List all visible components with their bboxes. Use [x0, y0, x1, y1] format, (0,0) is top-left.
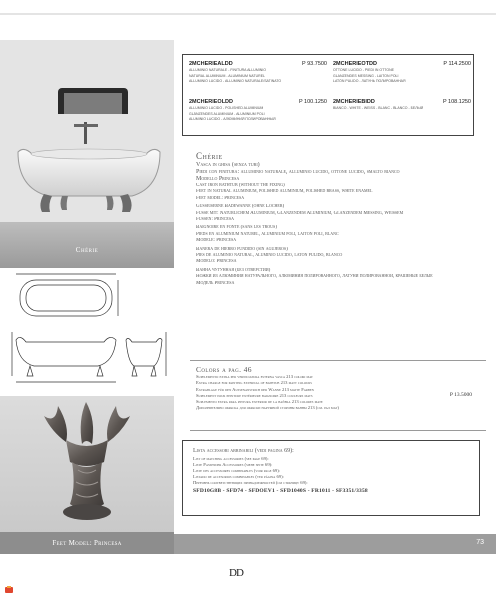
accessories-line: Перечень соответствующих принадлежностей (см страницу 69): — [193, 480, 308, 485]
price-entry — [189, 61, 327, 84]
finish-desc: ALLUMINIO LUCIDO - ALLUMINIO NATURALE/SATINATO — [189, 79, 282, 83]
section-divider — [190, 360, 486, 361]
desc-line: Füssen: Princesa — [196, 217, 234, 223]
accessories-line: List of matching accessories (see page 69): — [193, 456, 269, 461]
foot-detail-photo — [0, 396, 174, 554]
accessories-line: Liste des accessoires combinables (voir page 69): — [193, 468, 281, 473]
product-title: Chérie — [196, 151, 223, 161]
product-price: P 114.2500 — [443, 61, 471, 67]
desc-line: Модель Princesa — [196, 280, 235, 286]
princesa-foot-illustration — [0, 396, 174, 532]
desc-line: Piedi con finitura: alluminio naturale, alluminio lucido, ottone lucido, smalto bianco — [196, 169, 400, 175]
footer-bar — [174, 534, 496, 554]
colors-line: Extra charge for painting external of bathtub 213 matt colours — [196, 380, 312, 386]
colors-section — [196, 365, 480, 412]
product-description — [196, 162, 482, 287]
product-code: 2MCHERIEBIDD — [333, 99, 375, 105]
desc-line: Pieds en aluminium naturel, aluminium poli, laiton poli, blanc — [196, 231, 339, 237]
colors-line: Suplemento extra para pintura exterior de la bañera 213 colores mate — [196, 399, 323, 405]
product-code: 2MCHERIEALDD — [189, 61, 233, 67]
bookmark-icon[interactable] — [4, 585, 14, 595]
product-code: 2MCHERIEOTDD — [333, 61, 378, 67]
finish-desc: BIANCO - WHITE - WEISS - BLANC - BLANCO - БЕЛЫЙ — [333, 106, 424, 110]
page-number: 73 — [476, 539, 484, 546]
photo-caption: Chérie — [75, 246, 99, 254]
colors-line: Supplemento extra per verniciatura esterna vasca 213 colori mat — [196, 374, 313, 379]
colors-line: Дополнительно окраска для окраски наружной стороны ванны 213 (см. рал мат) — [196, 405, 339, 411]
finish-desc: ALUMINIO LUCIDO - АЛЮМИНИЙ ПОЛИРОВАННЫЙ — [189, 117, 276, 121]
product-price: P 100.1250 — [298, 99, 327, 105]
colors-header: Colors a pag. 46 — [196, 365, 252, 374]
desc-line: Bañera de hierro fundido (sin agujeros) — [196, 246, 288, 252]
accessories-line: Listado de accesorios combinables (ver página 69): — [193, 474, 284, 479]
accessory-codes: SFD10G8B - SFD74 - SFDOEV1 - SFD1040S - FR1011 - SF3351/3358 — [193, 488, 368, 494]
desc-line: Füsse mit: Natürlichem Aluminium, Glanzendem Aluminium, Glanzendem Messing, Weissem — [196, 210, 404, 216]
price-entry — [333, 61, 471, 84]
desc-line: Baignoire en fonte (sans les trous) — [196, 225, 277, 231]
product-price: P 93.7500 — [302, 61, 327, 67]
finish-desc: ALLUMINIO NATURALE - FINITURA ALLUMINIO — [189, 68, 266, 72]
desc-line: Modelo: Princesa — [196, 259, 237, 265]
price-table — [182, 54, 474, 136]
section-divider — [190, 430, 486, 431]
colors-price: P 13.5000 — [449, 392, 472, 398]
desc-line: Modèle: Princesa — [196, 238, 237, 244]
finish-desc: GLÄNZENDES ALUMINIUM - ALUMINIUM POLI — [189, 111, 265, 116]
desc-line: Vasca in ghisa (senza tubi) — [196, 162, 260, 168]
desc-line: Pies de aluminio natural, aluminio lucido, latón pulido, blanco — [196, 253, 343, 259]
technical-drawings — [0, 270, 174, 390]
photo-floor — [0, 222, 174, 268]
desc-line: Cast iron bathtub (without the fixing) — [196, 183, 285, 188]
colors-line: Supplement pour peinture extérieure baignoire 213 couleurs mats — [196, 392, 313, 398]
mirror-image — [58, 88, 128, 114]
desc-line: Ванна чугунная (без отверстий) — [196, 267, 271, 273]
desc-line: Feet model: Princesa — [196, 195, 245, 201]
bathtub-photo — [0, 40, 174, 268]
colors-line: Extrablage für den Aussenanstrich der Wanne 213 matte Farben — [196, 386, 314, 392]
finish-desc: LATÓN PULIDO - ЛАТУНЬ ПОЛИРОВАННАЯ — [333, 79, 406, 83]
brand-logo: DD — [229, 567, 243, 579]
desc-line: Gusseiserne Badewanne (ohne Löcher) — [196, 204, 285, 210]
accessories-box — [182, 440, 480, 516]
finish-desc: NATURAL ALUMINIUM - ALUMINIUM NATUREL — [189, 73, 265, 78]
product-price: P 108.1250 — [442, 99, 471, 105]
clawfoot-tub-illustration — [14, 118, 164, 218]
accessories-line: Liste Passender Accessoires (siehe seite 69): — [193, 462, 273, 467]
desc-line: Ножки из алюминия натурального, алюминия полированного, латуни полированной, крашеные белые — [196, 274, 433, 280]
desc-line: Feet in natural aluminium, polished aluminium, polished brass, white enamel — [196, 189, 373, 195]
top-rule — [0, 0, 496, 18]
product-code: 2MCHERIEOLDD — [189, 99, 234, 105]
accessories-header: Lista accessori abbinabili (vedi pagina 69): — [193, 448, 294, 454]
finish-desc: ALLUMINIO LUCIDO - POLISHED ALUMINIUM — [189, 106, 264, 110]
price-entry — [333, 99, 471, 111]
foot-caption: Feet Model: Princesa — [0, 532, 174, 554]
desc-line: Modello Princesa — [196, 176, 240, 182]
finish-desc: OTTONE LUCIDO - PIEDI IN OTTONE — [333, 68, 394, 72]
finish-desc: GLANZENDES MESSING - LAITON POLI — [333, 73, 399, 78]
price-entry — [189, 99, 327, 122]
